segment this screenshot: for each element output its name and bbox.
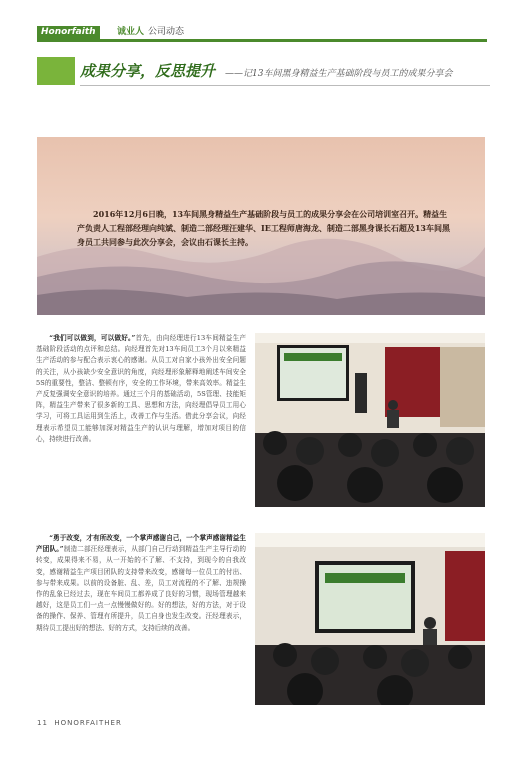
magazine-name: HONORFAITHER [54, 719, 122, 727]
presentation-photo-image [255, 533, 485, 705]
page-footer [37, 719, 122, 727]
subsection-name: 公司动态 [148, 27, 185, 37]
page-number: 11 [37, 719, 48, 727]
meeting-photo-2 [255, 533, 485, 705]
section-label [117, 26, 184, 39]
article-title-row [80, 60, 490, 84]
article-intro: 2016年12月6日晚，13车间黑身精益生产基础阶段与员工的成果分享会在公司培训室召开。精益生产负责人工程部经理向纯斌、制造二部经理汪建华、IE工程师唐海龙、制造二部黑身课长石超及13车间黑身员工共同参与此次分享会，会议由石课长主持。 [77, 209, 450, 247]
article-subtitle: ——记13车间黑身精益生产基础阶段与员工的成果分享会 [225, 69, 453, 79]
paragraph-1-quote: “我们可以做到，可以做好。” [49, 334, 136, 342]
meeting-photo-1 [255, 333, 485, 507]
section-name: 诚业人 [117, 27, 145, 37]
hero-banner [37, 137, 485, 315]
body-paragraph-1 [36, 333, 246, 445]
body-paragraph-2 [36, 533, 246, 634]
paragraph-2-quote: “勇于改变，才有所改变，一个掌声感谢自己，一个掌声感谢精益生产团队。” [36, 534, 246, 554]
title-accent-tab [37, 57, 75, 85]
meeting-room-photo-image [255, 333, 485, 507]
magazine-header-bar [37, 26, 487, 42]
paragraph-2-text: 制造二部汪经理表示，从部门自己行动到精益生产主导行动的转变，成果得来不易，从一开始的不了解、不支持，到现今的自我改变，感谢精益生产项目团队的支持带来改变，感谢每一位员工的付出、参与带来成果。以前的设备脏、乱、差，员工对流程的不了解、违规操作的乱象已经过去，现在车间员工都养成了良好的习惯，现场管理越来越好，这是员工们一点一点慢慢做好的。好的想法，好的方法，对于设备的操作、保养、管理有所提升，员工自身也发生改变。汪经理表示，期待员工提出好的想法、好的方式，支持后续的改善。 [36, 545, 246, 632]
title-divider [80, 85, 490, 86]
magazine-logo: Honorfaith [37, 26, 100, 39]
article-title: 成果分享，反思提升 [80, 62, 216, 80]
paragraph-1-text: 首先，由向经理进行13车间精益生产基础阶段活动的点评和总结。向经理首先对13车间员工3个月以来精益生产活动的参与配合表示衷心的感谢。从员工对自家小孩外出安全问题的关注，从小孩缺少安全意识的角度，向经理形象解释地阐述车间安全5S的重要性，整洁、整顿有序，安全的工作环境，带来高效率。精益生产反复强调安全意识的培养。通过三个月的基础活动，5S管理、技能矩阵，精益生产带来了很多新的工具、思想和方法，向经理倡导员工用心学习，可将工具运用到生活上，改善工作与生活。借此分享会议，向经理表示希望员工能够加深对精益生产的认识与理解，增加对项目的信心，持续进行改善。 [36, 334, 247, 443]
